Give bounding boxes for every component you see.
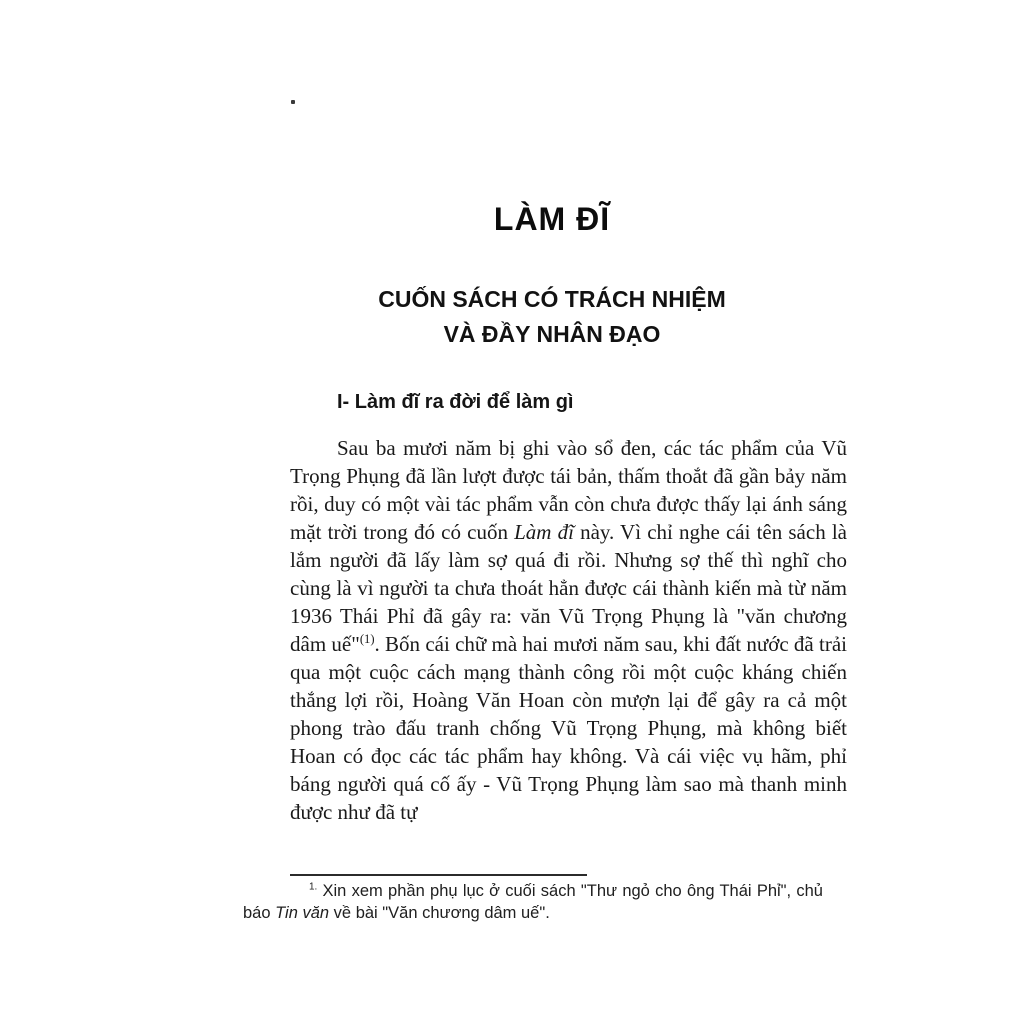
subtitle-line-2: VÀ ĐẦY NHÂN ĐẠO [443,321,661,347]
ink-speck [291,100,295,104]
footnote-segment-1: Xin xem phần phụ lục ở cuối sách "Thư ngỏ cho ông Thái Phỉ", chủ báo [243,882,823,922]
body-segment-2: này. Vì chỉ nghe cái tên sách là lắm người đã lấy làm sợ quá đi rồi. Nhưng sợ thế thì nghĩ cho cùng là vì người ta chưa thoát hẳn được cái thành kiến mà từ năm 1936 Thái Phỉ đã gây ra: văn Vũ Trọng Phụng là "văn chương dâm uế" [290,520,848,656]
subtitle [262,282,842,352]
section-heading: I- Làm đĩ ra đời để làm gì [337,391,574,413]
body-segment-1: Sau ba mươi năm bị ghi vào sổ đen, các tác phẩm của Vũ Trọng Phụng đã lần lượt được tái bản, thấm thoắt đã gần bảy năm rồi, duy có một vài tác phẩm vẫn còn chưa được thấy lại ánh sáng mặt trời trong đó có cuốn [290,436,847,544]
footnote-divider [290,874,587,876]
page-title: LÀM ĐĨ [493,201,611,237]
footnote-journal-italic: Tin văn [275,903,330,922]
body-segment-3: . Bốn cái chữ mà hai mươi năm sau, khi đất nước đã trải qua một cuộc cách mạng thành công rồi một cuộc kháng chiến thắng lợi rồi, Hoàng Văn Hoan còn mượn lại để gây ra cả một phong trào đấu tranh chống Vũ Trọng Phụng, mà không biết Hoan có đọc các tác phẩm hay không. Và cái việc vụ hãm, phỉ báng người quá cố ấy - Vũ Trọng Phụng làm sao mà thanh minh được như đã tự [290,632,847,824]
book-title-italic: Làm đĩ [514,520,574,544]
subtitle-line-1: CUỐN SÁCH CÓ TRÁCH NHIỆM [378,286,726,312]
footnote [243,881,823,924]
footnote-segment-2: về bài "Văn chương dâm uế". [329,903,550,922]
footnote-marker: 1. [309,881,318,893]
footnote-reference: (1) [359,632,375,646]
body-paragraph [290,434,847,826]
